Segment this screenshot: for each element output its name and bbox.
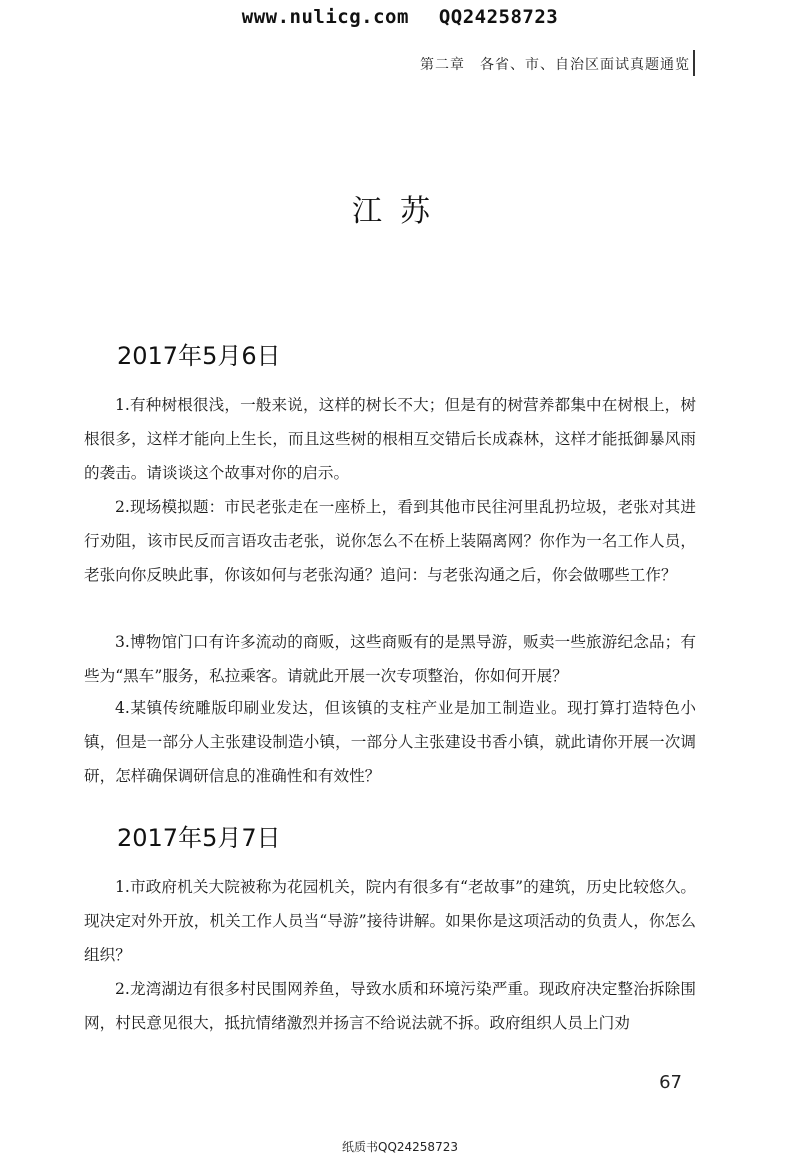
question-paragraph: 2.龙湾湖边有很多村民围网养鱼，导致水质和环境污染严重。现政府决定整治拆除围网，村民意见很大，抵抗情绪激烈并扬言不给说法就不拆。政府组织人员上门劝 xyxy=(84,980,696,1032)
question-paragraph: 4.某镇传统雕版印刷业发达，但该镇的支柱产业是加工制造业。现打算打造特色小镇，但是一部分人主张建设制造小镇，一部分人主张建设书香小镇，就此请你开展一次调研，怎样确保调研信息的准确性和有效性？ xyxy=(84,699,696,785)
question-paragraph: 1.市政府机关大院被称为花园机关，院内有很多有“老故事”的建筑，历史比较悠久。现决定对外开放，机关工作人员当“导游”接待讲解。如果你是这项活动的负责人，你怎么组织？ xyxy=(84,878,696,964)
section-date-heading: 2017年5月7日 xyxy=(117,824,281,852)
page-number: 67 xyxy=(659,1072,682,1093)
header-divider xyxy=(693,50,695,76)
bottom-watermark: 纸质书QQ24258723 xyxy=(342,1140,458,1154)
watermark-qq: QQ24258723 xyxy=(438,6,559,28)
question-paragraph: 1.有种树根很浅，一般来说，这样的树长不大；但是有的树营养都集中在树根上，树根很多，这样才能向上生长，而且这些树的根相互交错后长成森林，这样才能抵御暴风雨的袭击。请谈谈这个故事对你的启示。 xyxy=(84,396,696,482)
top-watermark xyxy=(0,6,800,28)
watermark-site: www.nulicg.com xyxy=(241,6,409,28)
chapter-title: 江苏 xyxy=(352,194,448,229)
question-paragraph: 3.博物馆门口有许多流动的商贩，这些商贩有的是黑导游，贩卖一些旅游纪念品；有些为“黑车”服务，私拉乘客。请就此开展一次专项整治，你如何开展？ xyxy=(84,633,696,685)
question-paragraph: 2.现场模拟题：市民老张走在一座桥上，看到其他市民往河里乱扔垃圾，老张对其进行劝阻，该市民反而言语攻击老张，说你怎么不在桥上装隔离网？你作为一名工作人员，老张向你反映此事，你该如何与老张沟通？追问：与老张沟通之后，你会做哪些工作？ xyxy=(84,498,696,584)
running-header: 第二章 各省、市、自治区面试真题通览 xyxy=(420,57,690,73)
section-date-heading: 2017年5月6日 xyxy=(117,342,281,370)
